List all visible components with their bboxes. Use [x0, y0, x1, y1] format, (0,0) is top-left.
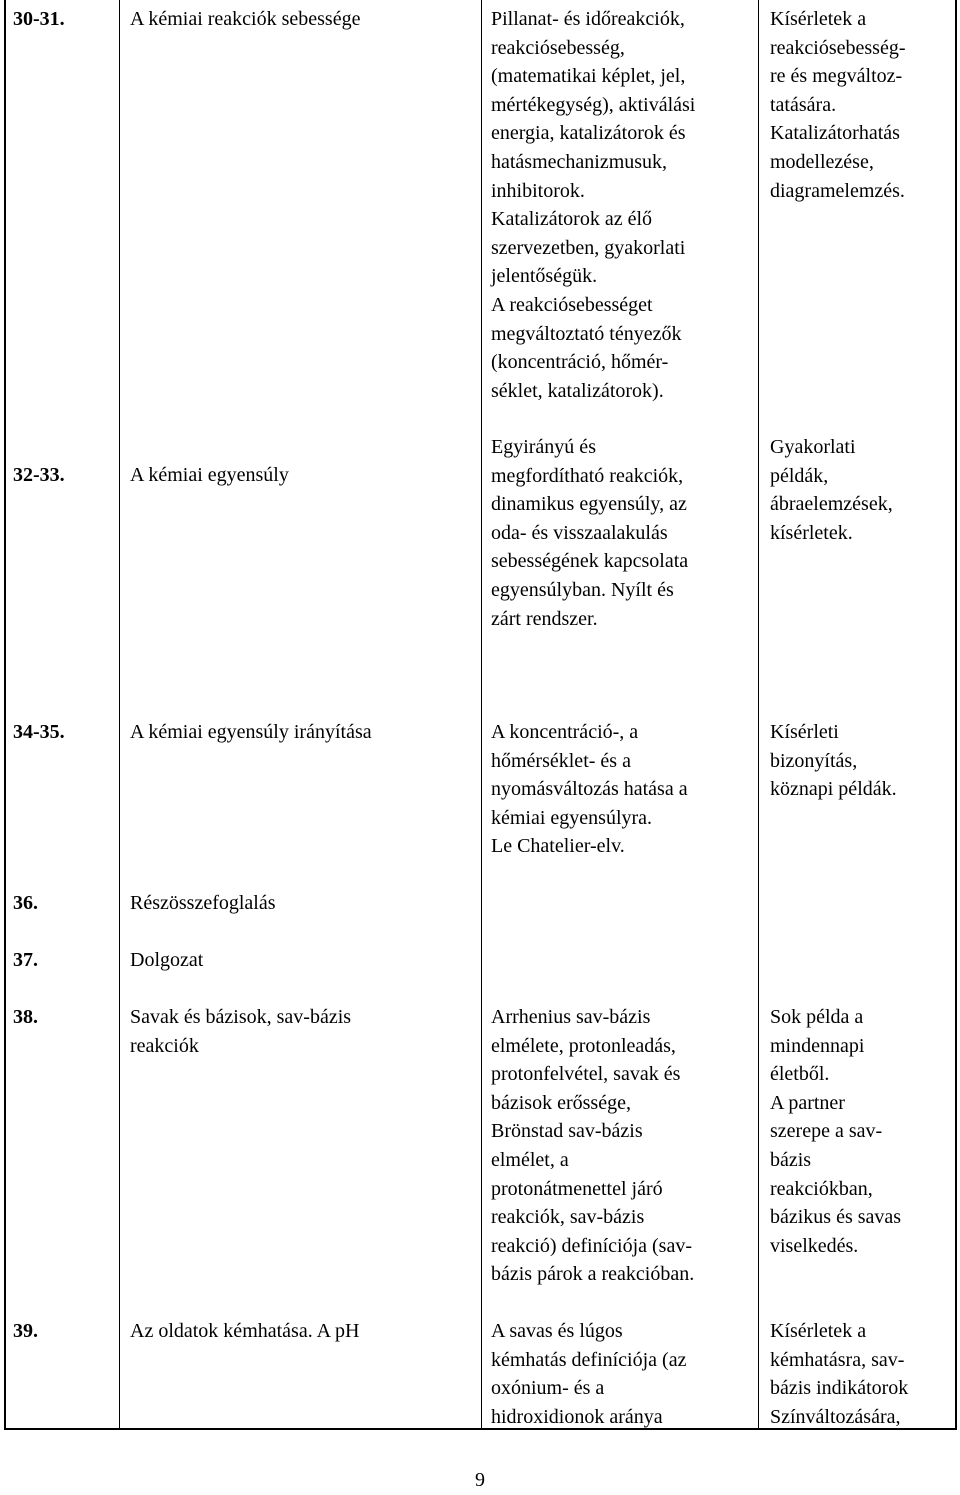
row-topic: Az oldatok kémhatása. A pH	[130, 1320, 360, 1342]
row-number: 36.	[13, 892, 38, 914]
row-activities: Kísérletek a reakciósebesség- re és megváltoz- tatására. Katalizátorhatás modellezése, diagramelemzés.	[770, 8, 906, 202]
row-number: 30-31.	[13, 8, 65, 30]
row-topic: A kémiai reakciók sebessége	[130, 8, 361, 30]
column-divider-2	[481, 0, 482, 1430]
page-number: 9	[475, 1469, 485, 1491]
row-topic: A kémiai egyensúly	[130, 464, 289, 486]
row-number: 32-33.	[13, 464, 65, 486]
row-number: 39.	[13, 1320, 38, 1342]
column-divider-1	[119, 0, 120, 1430]
row-activities: Gyakorlati példák, ábraelemzések, kísérletek.	[770, 436, 893, 544]
column-divider-3	[758, 0, 759, 1430]
row-content: Arrhenius sav-bázis elmélete, protonleadás, protonfelvétel, savak és bázisok erőssége, Brönstad sav-bázis elmélet, a protonátmenettel járó reakciók, sav-bázis reakció) definíciója (sav- bázis párok a reakcióban.	[491, 1006, 695, 1286]
row-activities: Kísérleti bizonyítás, köznapi példák.	[770, 721, 897, 801]
row-topic: Savak és bázisok, sav-bázis reakciók	[130, 1006, 352, 1057]
row-activities: Kísérletek a kémhatásra, sav- bázis indikátorok Színváltozására,	[770, 1320, 909, 1428]
row-topic: Részösszefoglalás	[130, 892, 276, 914]
row-number: 34-35.	[13, 721, 65, 743]
row-content: Pillanat- és időreakciók, reakciósebesség, (matematikai képlet, jel, mértékegység), aktiválási energia, katalizátorok és hatásmechanizmusuk, inhibitorok. Katalizátorok az élő szervezetben, gyakorlati jelentőségük. A reakciósebességet megváltoztató tényezők (koncentráció, hőmér- séklet, katalizátorok).	[491, 8, 696, 402]
row-number: 37.	[13, 949, 38, 971]
row-topic: Dolgozat	[130, 949, 204, 971]
row-topic: A kémiai egyensúly irányítása	[130, 721, 372, 743]
row-content: Egyirányú és megfordítható reakciók, dinamikus egyensúly, az oda- és visszaalakulás sebességének kapcsolata egyensúlyban. Nyílt és zárt rendszer.	[491, 436, 689, 630]
row-content: A koncentráció-, a hőmérséklet- és a nyomásváltozás hatása a kémiai egyensúlyra. Le Chatelier-elv.	[491, 721, 688, 858]
row-content: A savas és lúgos kémhatás definíciója (az oxónium- és a hidroxidionok aránya	[491, 1320, 687, 1428]
row-activities: Sok példa a mindennapi életből. A partner szerepe a sav- bázis reakciókban, bázikus és savas viselkedés.	[770, 1006, 902, 1257]
row-number: 38.	[13, 1006, 38, 1028]
